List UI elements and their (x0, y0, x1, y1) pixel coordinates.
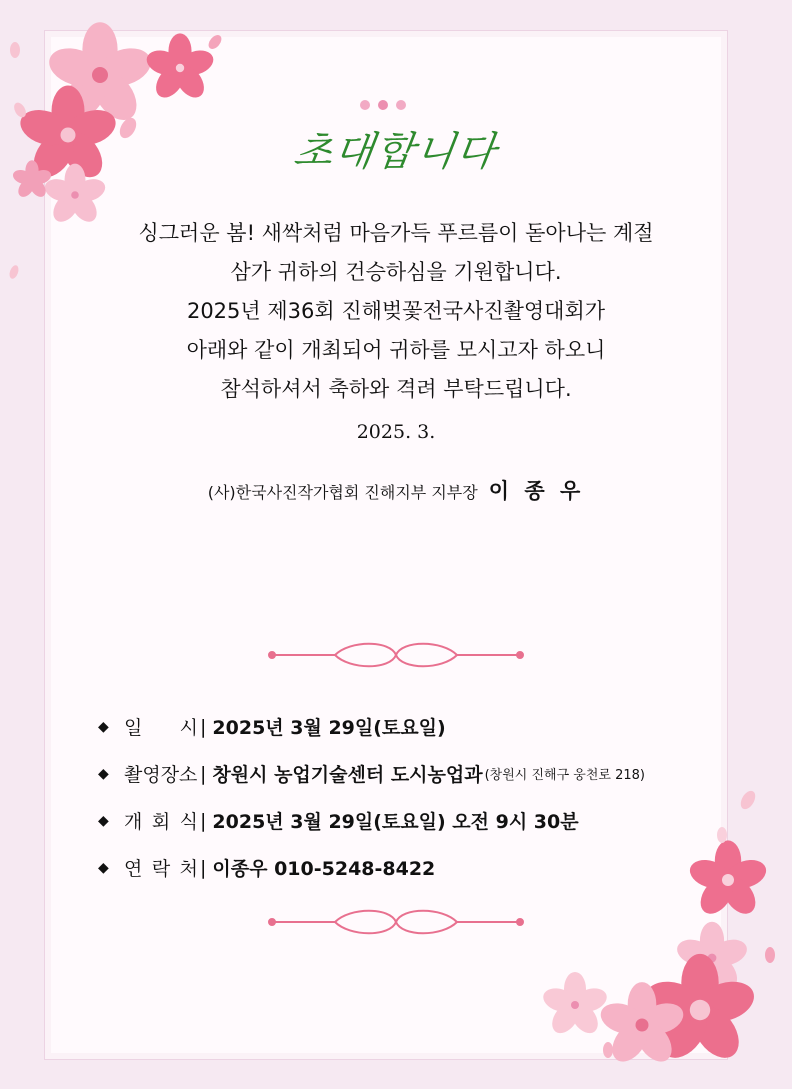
event-details (98, 703, 645, 891)
diamond-bullet-icon: ◆ (98, 718, 109, 735)
detail-note: (창원시 진해구 웅천로 218) (484, 768, 645, 783)
detail-label: 개 회 식 (124, 811, 198, 833)
detail-label: 촬영장소 (124, 764, 198, 786)
message-line: 아래와 같이 개최되어 귀하를 모시고자 하오니 (186, 338, 606, 362)
detail-value: 창원시 농업기술센터 도시농업과 (212, 764, 483, 786)
message-line: 참석하셔서 축하와 격려 부탁드립니다. (220, 377, 572, 401)
detail-row-opening: ◆ 개 회 식 | 2025년 3월 29일(토요일) 오전 9시 30분 (98, 797, 645, 844)
detail-value: 이종우 010-5248-8422 (212, 858, 436, 880)
invitation-date: 2025. 3. (356, 421, 436, 443)
detail-value: 2025년 3월 29일(토요일) 오전 9시 30분 (212, 811, 579, 833)
signature-org: (사)한국사진작가협회 진해지부 지부장 (207, 483, 478, 502)
detail-label: 연 락 처 (124, 858, 198, 880)
petal-icon (738, 788, 758, 811)
petal-icon (765, 947, 775, 963)
detail-row-location: ◆ 촬영장소 | 창원시 농업기술센터 도시농업과 (창원시 진해구 웅천로 218) (98, 750, 645, 797)
invitation-card (44, 30, 728, 1060)
diamond-bullet-icon: ◆ (98, 859, 109, 876)
diamond-bullet-icon: ◆ (98, 812, 109, 829)
detail-row-date: ◆ 일 시 | 2025년 3월 29일(토요일) (98, 703, 645, 750)
detail-label: 일 시 (124, 717, 198, 739)
detail-value: 2025년 3월 29일(토요일) (212, 717, 446, 739)
message-line: 싱그러운 봄! 새싹처럼 마음가득 푸르름이 돋아나는 계절 (138, 221, 654, 245)
signature (0, 475, 792, 505)
invitation-message (0, 214, 792, 409)
detail-row-contact: ◆ 연 락 처 | 이종우 010-5248-8422 (98, 844, 645, 891)
diamond-bullet-icon: ◆ (98, 765, 109, 782)
petal-icon (12, 101, 29, 120)
signature-name: 이 종 우 (488, 479, 585, 503)
invitation-title: 초대합니다 (290, 129, 501, 175)
petal-icon (10, 42, 20, 58)
title-dots (360, 100, 406, 110)
message-line: 2025년 제36회 진해벚꽃전국사진촬영대회가 (186, 299, 606, 323)
message-line: 삼가 귀하의 건승하심을 기원합니다. (230, 260, 562, 284)
